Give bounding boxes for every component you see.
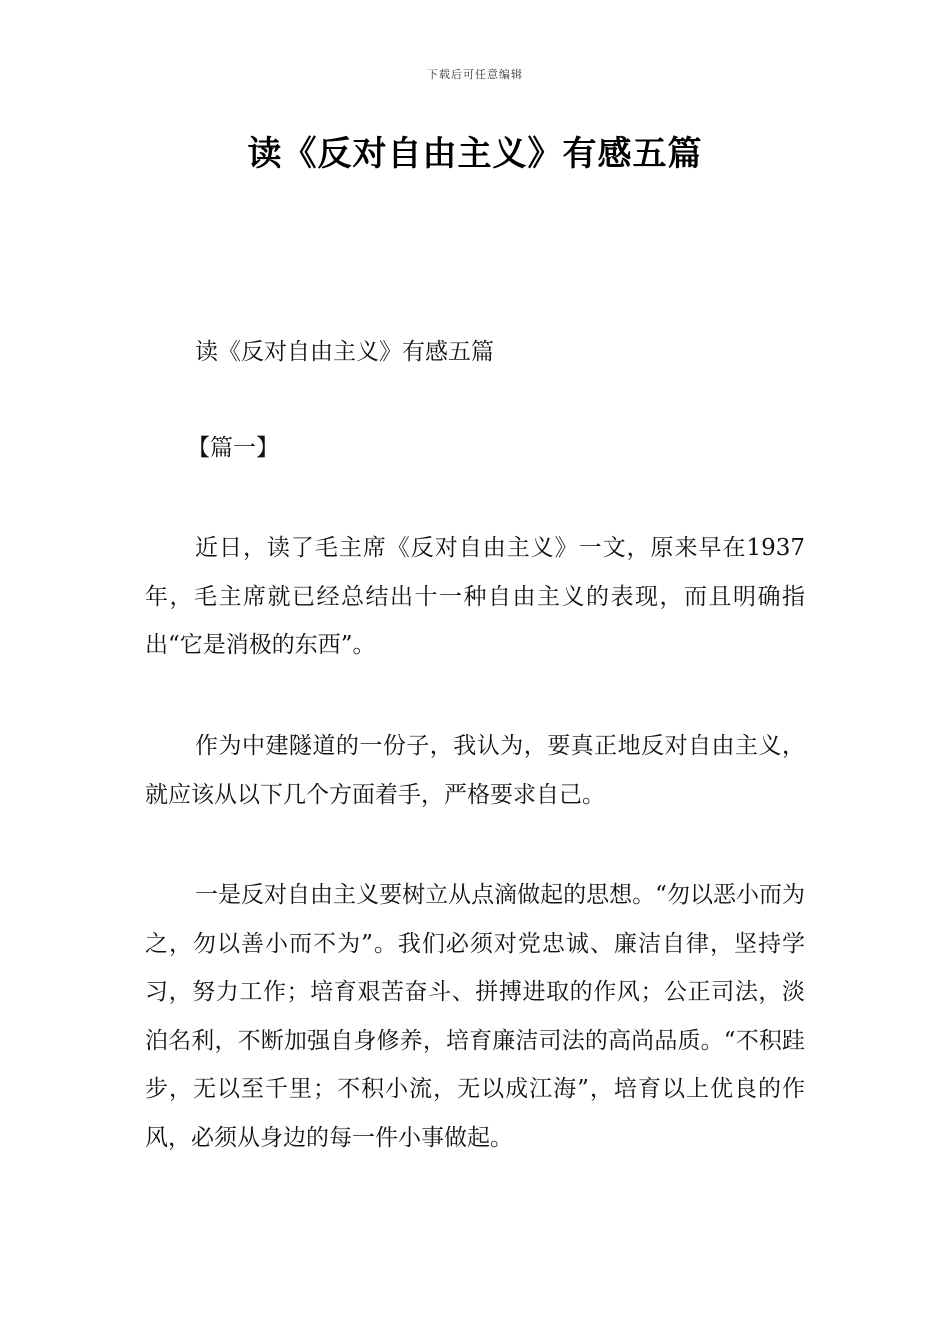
paragraph: 作为中建隧道的一份子，我认为，要真正地反对自由主义，就应该从以下几个方面着手，严格要求自己。 bbox=[145, 733, 805, 808]
page-title: 读《反对自由主义》有感五篇 bbox=[247, 134, 703, 174]
header-note: 下载后可任意编辑 bbox=[427, 68, 523, 81]
subtitle: 读《反对自由主义》有感五篇 bbox=[195, 339, 494, 365]
paragraph: 近日，读了毛主席《反对自由主义》一文，原来早在1937年，毛主席就已经总结出十一种自由主义的表现，而且明确指出“它是消极的东西”。 bbox=[145, 535, 805, 658]
paragraph: 一是反对自由主义要树立从点滴做起的思想。“勿以恶小而为之，勿以善小而不为”。我们必须对党忠诚、廉洁自律，坚持学习，努力工作；培育艰苦奋斗、拼搏进取的作风；公正司法，淡泊名利，不断加强自身修养，培育廉洁司法的高尚品质。“不积跬步，无以至千里；不积小流，无以成江海”，培育以上优良的作风，必须从身边的每一件小事做起。 bbox=[145, 882, 805, 1151]
section-label: 【篇一】 bbox=[187, 435, 279, 461]
